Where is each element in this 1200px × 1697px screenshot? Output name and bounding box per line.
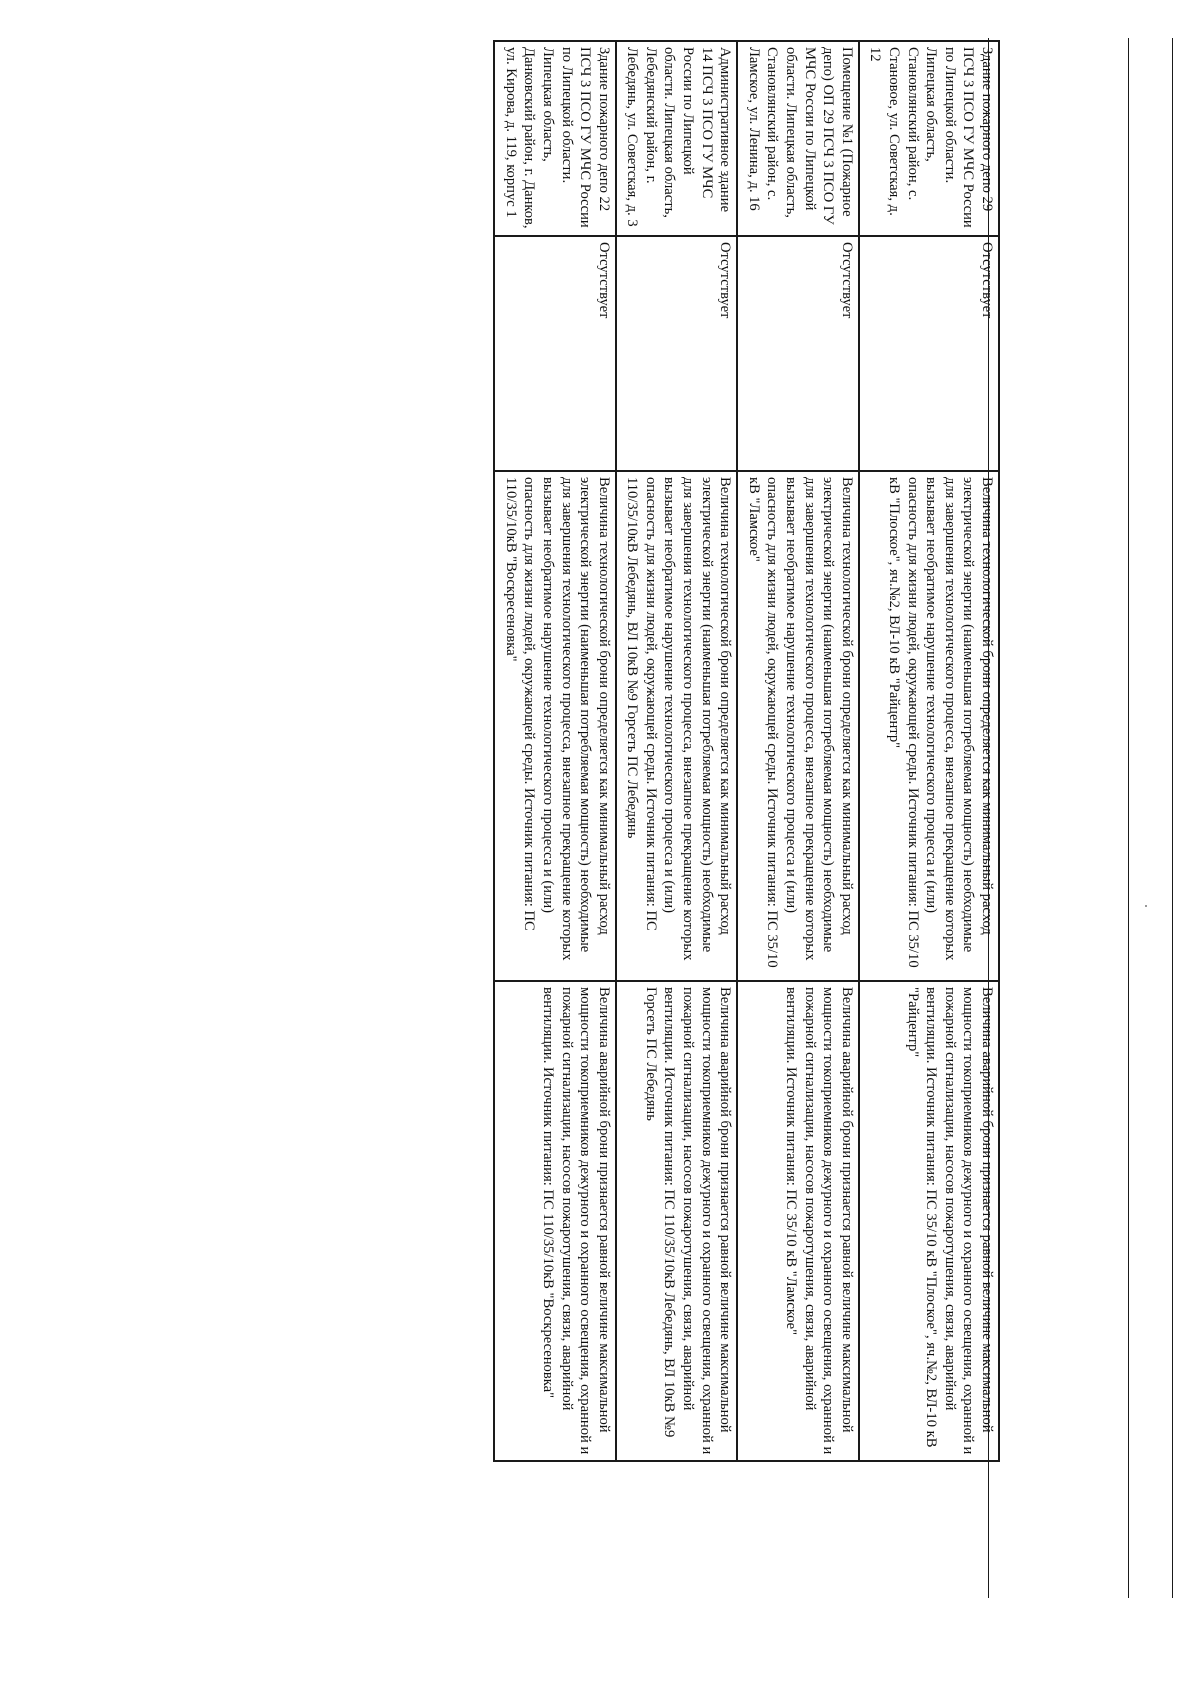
tech-bron-cell: Величина технологической брони определяется как минимальный расход электрической энергии (наименьшая потребляемая мощность) необходимые для завершения технологического процесса, внезапное прекращение которых вызывает необратимое нарушение технологического процесса и (или) опасность для жизни людей, окружающей среды. Источник питания: ПС 110/35/10кВ "Воскресеновка" (494, 471, 616, 981)
table-row (616, 41, 738, 1461)
object-cell: Административное здание 14 ПСЧ 3 ПСО ГУ МЧС России по Липецкой области. Липецкая область, Лебедянский район, г. Лебедянь, ул. Советская, д. 3 (616, 41, 738, 236)
emergency-bron-cell: Величина аварийной брони признается равной величине максимальной мощности токоприемников дежурного и охранного освещения, охранной и пожарной сигнализации, насосов пожаротушения, связи, аварийной вентиляции. Источник питания: ПС 35/10 кВ "Плоское", яч.№2, ВЛ-10 кВ "Райцентр" (859, 981, 999, 1461)
bron-table (493, 40, 1000, 1462)
tech-bron-cell: Величина технологической брони определяется как минимальный расход электрической энергии (наименьшая потребляемая мощность) необходимые для завершения технологического процесса, внезапное прекращение которых вызывает необратимое нарушение технологического процесса и (или) опасность для жизни людей, окружающей среды. Источник питания: ПС 35/10 кВ "Плоское", яч.№2, ВЛ-10 кВ "Райцентр" (859, 471, 999, 981)
tech-bron-cell: Величина технологической брони определяется как минимальный расход электрической энергии (наименьшая потребляемая мощность) необходимые для завершения технологического процесса, внезапное прекращение которых вызывает необратимое нарушение технологического процесса и (или) опасность для жизни людей, окружающей среды. Источник питания: ПС 110/35/10кВ Лебедянь, ВЛ 10кВ №9 Горсеть ПС Лебедянь (616, 471, 738, 981)
rotated-page-content (493, 40, 1000, 1460)
emergency-bron-cell: Величина аварийной брони признается равной величине максимальной мощности токоприемников дежурного и охранного освещения, охранной и пожарной сигнализации, насосов пожаротушения, связи, аварийной вентиляции. Источник питания: ПС 35/10 кВ "Ламское" (737, 981, 859, 1461)
signature-line (988, 38, 989, 1598)
signature-line (1172, 38, 1173, 1598)
object-cell: Здание пожарного депо 29 ПСЧ 3 ПСО ГУ МЧС России по Липецкой области. Липецкая область, Становлянский район, с. Становое, ул. Советская, д. 12 (859, 41, 999, 236)
emergency-bron-cell: Величина аварийной брони признается равной величине максимальной мощности токоприемников дежурного и охранного освещения, охранной и пожарной сигнализации, насосов пожаротушения, связи, аварийной вентиляции. Источник питания: ПС 110/35/10кВ "Воскресеновка" (494, 981, 616, 1461)
object-cell: Здание пожарного депо 22 ПСЧ 3 ПСО ГУ МЧС России по Липецкой области. Липецкая область, Данковский район, г. Данков, ул. Кирова, д. 119, корпус 1 (494, 41, 616, 236)
security-cell: Отсутствует (859, 236, 999, 471)
security-cell: Отсутствует (616, 236, 738, 471)
security-cell: Отсутствует (494, 236, 616, 471)
table-row (494, 41, 616, 1461)
tech-bron-cell: Величина технологической брони определяется как минимальный расход электрической энергии (наименьшая потребляемая мощность) необходимые для завершения технологического процесса, внезапное прекращение которых вызывает необратимое нарушение технологического процесса и (или) опасность для жизни людей, окружающей среды. Источник питания: ПС 35/10 кВ "Ламское" (737, 471, 859, 981)
scan-speck (1145, 905, 1147, 907)
table-row (737, 41, 859, 1461)
table-row (859, 41, 999, 1461)
security-cell: Отсутствует (737, 236, 859, 471)
object-cell: Помещение №1 (Пожарное депо) ОП 29 ПСЧ 3 ПСО ГУ МЧС России по Липецкой области. Липецкая область, Становлянский район, с. Ламское, ул. Ленина, д. 16 (737, 41, 859, 236)
emergency-bron-cell: Величина аварийной брони признается равной величине максимальной мощности токоприемников дежурного и охранного освещения, охранной и пожарной сигнализации, насосов пожаротушения, связи, аварийной вентиляции. Источник питания: ПС 110/35/10кВ Лебедянь, ВЛ 10кВ №9 Горсеть ПС Лебедянь (616, 981, 738, 1461)
signature-line (1128, 38, 1129, 1598)
